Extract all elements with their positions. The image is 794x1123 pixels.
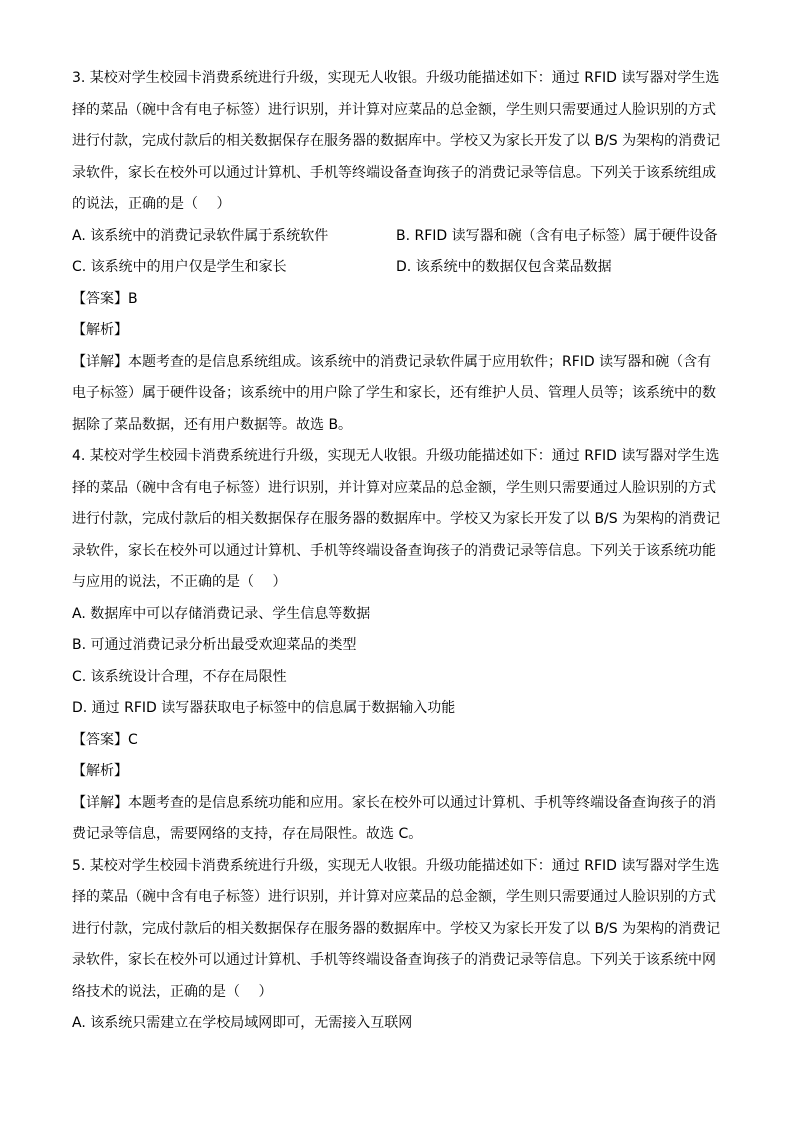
question-stem-line: 与应用的说法，不正确的是（ ） bbox=[72, 574, 287, 590]
question-stem-line: 的说法，正确的是（ ） bbox=[72, 196, 231, 212]
question-stem-line: 4. 某校对学生校园卡消费系统进行升级，实现无人收银。升级功能描述如下：通过 RFID 读写器对学生选 bbox=[72, 448, 720, 464]
option-d: D. 通过 RFID 读写器获取电子标签中的信息属于数据输入功能 bbox=[72, 700, 456, 716]
question-stem-line: 进行付款，完成付款后的相关数据保存在服务器的数据库中。学校又为家长开发了以 B/S 为架构的消费记 bbox=[72, 511, 721, 527]
option-b: B. 可通过消费记录分析出最受欢迎菜品的类型 bbox=[72, 637, 357, 653]
detail-line: 【详解】本题考查的是信息系统组成。该系统中的消费记录软件属于应用软件；RFID 读写器和碗（含有 bbox=[72, 353, 712, 370]
question-stem-line: 择的菜品（碗中含有电子标签）进行识别，并计算对应菜品的总金额，学生则只需要通过人脸识别的方式 bbox=[72, 479, 716, 496]
option-row bbox=[72, 252, 722, 284]
document-page bbox=[72, 63, 722, 1040]
answer-label: 【答案】C bbox=[72, 731, 138, 748]
question-stem-line: 录软件，家长在校外可以通过计算机、手机等终端设备查询孩子的消费记录等信息。下列关于该系统功能 bbox=[72, 542, 716, 559]
question-stem-line: 5. 某校对学生校园卡消费系统进行升级，实现无人收银。升级功能描述如下：通过 RFID 读写器对学生选 bbox=[72, 857, 720, 874]
question-stem-line: 择的菜品（碗中含有电子标签）进行识别，并计算对应菜品的总金额，学生则只需要通过人脸识别的方式 bbox=[72, 889, 716, 905]
option-b: B. RFID 读写器和碗（含有电子标签）属于硬件设备 bbox=[396, 227, 718, 244]
detail-line: 费记录等信息，需要网络的支持，存在局限性。故选 C。 bbox=[72, 826, 423, 842]
option-a: A. 该系统只需建立在学校局域网即可，无需接入互联网 bbox=[72, 1015, 413, 1031]
detail-line: 据除了菜品数据，还有用户数据等。故选 B。 bbox=[72, 416, 353, 433]
option-a: A. 数据库中可以存储消费记录、学生信息等数据 bbox=[72, 605, 371, 622]
answer-label: 【答案】B bbox=[72, 290, 138, 307]
question-4 bbox=[72, 441, 722, 851]
option-c: C. 该系统中的用户仅是学生和家长 bbox=[72, 259, 287, 275]
option-d: D. 该系统中的数据仅包含菜品数据 bbox=[396, 259, 612, 275]
question-stem-line: 络技术的说法，正确的是（ ） bbox=[72, 983, 273, 1000]
question-stem-line: 择的菜品（碗中含有电子标签）进行识别，并计算对应菜品的总金额，学生则只需要通过人脸识别的方式 bbox=[72, 101, 716, 118]
option-c: C. 该系统设计合理，不存在局限性 bbox=[72, 668, 287, 685]
detail-line: 电子标签）属于硬件设备；该系统中的用户除了学生和家长，还有维护人员、管理人员等；该系统中的数 bbox=[72, 385, 716, 401]
question-stem-line: 进行付款，完成付款后的相关数据保存在服务器的数据库中。学校又为家长开发了以 B/S 为架构的消费记 bbox=[72, 920, 721, 937]
analysis-label: 【解析】 bbox=[72, 763, 128, 779]
detail-line: 【详解】本题考查的是信息系统功能和应用。家长在校外可以通过计算机、手机等终端设备查询孩子的消 bbox=[72, 794, 716, 811]
question-3 bbox=[72, 63, 722, 441]
question-stem-line: 3. 某校对学生校园卡消费系统进行升级，实现无人收银。升级功能描述如下：通过 RFID 读写器对学生选 bbox=[72, 70, 720, 86]
question-stem-line: 录软件，家长在校外可以通过计算机、手机等终端设备查询孩子的消费记录等信息。下列关于该系统组成 bbox=[72, 164, 716, 181]
option-a: A. 该系统中的消费记录软件属于系统软件 bbox=[72, 227, 329, 244]
question-stem-line: 录软件，家长在校外可以通过计算机、手机等终端设备查询孩子的消费记录等信息。下列关于该系统中网 bbox=[72, 952, 716, 968]
analysis-label: 【解析】 bbox=[72, 322, 128, 338]
question-5 bbox=[72, 851, 722, 1040]
option-row bbox=[72, 221, 722, 253]
question-stem-line: 进行付款，完成付款后的相关数据保存在服务器的数据库中。学校又为家长开发了以 B/S 为架构的消费记 bbox=[72, 133, 721, 149]
